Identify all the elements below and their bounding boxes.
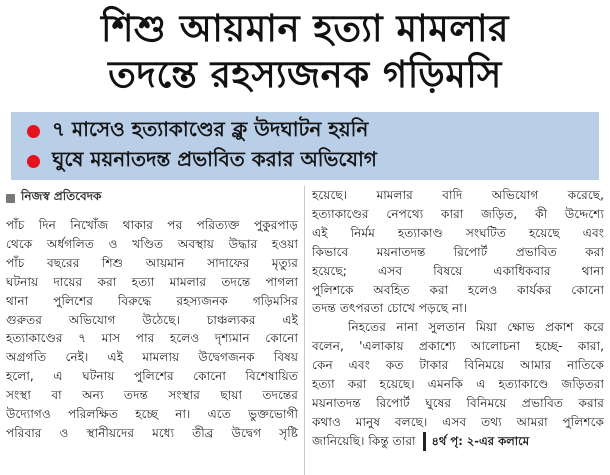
text-line: হয়েছে। মামলার বাদি অভিযোগ করেছে, — [312, 188, 604, 202]
headline-line-2: তদন্তে রহস্যজনক গড়িমসি — [108, 53, 502, 96]
highlight-item — [27, 146, 599, 176]
text-line: সংস্থা বা অন্য তদন্ত সংস্থার ছায়া তদন্তের — [6, 388, 298, 403]
text-line: বলেন, 'এলাকায় প্রকাশ্যে আলোচনা হচ্ছে- কারা, — [312, 339, 604, 354]
paragraph — [312, 318, 604, 450]
column-divider — [304, 186, 305, 475]
text-line: উদ্যোগও পরিলক্ষিত হচ্ছে না। এতে ভুক্তভোগী — [6, 407, 298, 422]
text-line: তদন্ত তৎপরতা চোখে পড়ছে না। — [312, 301, 468, 316]
text-line: পাঁচ বছরের শিশু আয়মান সাদাফের মৃত্যুর — [6, 255, 298, 270]
text-line: কথাও মানুষ বলছে। এসব তথ্য আমরা পুলিশকে — [312, 414, 604, 429]
byline-text: নিজস্ব প্রতিবেদক — [21, 189, 102, 203]
continuation-marker: ৪র্থ পৃ: ২-এর কলামে — [423, 432, 529, 451]
headline — [0, 0, 610, 108]
text-line: পুলিশকে অবহিত করা হলেও কার্যকর কোনো — [312, 282, 604, 297]
article-column-right — [312, 186, 604, 475]
text-line: হয়েছে; এসব বিষয়ে একাধিকবার থানা — [312, 263, 604, 278]
highlight-text: ঘুষে ময়নাতদন্ত প্রভাবিত করার অভিযোগ — [52, 146, 377, 171]
red-bullet-icon — [27, 155, 40, 168]
text-line: থানা পুলিশের বিরুদ্ধে রহস্যজনক গড়িমসির — [6, 293, 298, 308]
text-line: হত্যাকাণ্ডের ৭ মাস পার হলেও দৃশ্যমান কোনো — [6, 331, 298, 346]
text-line: নিহতের নানা সুলতান মিয়া ক্ষোভ প্রকাশ করে — [348, 320, 604, 335]
text-line: জানিয়েছি। কিন্তু তারা ৪র্থ পৃ: ২-এর কলামে — [312, 432, 604, 451]
text-line: পরিবার ও স্থানীয়দের মধ্যে তীব্র উদ্বেগ সৃষ্টি — [6, 425, 298, 440]
article-column-left — [6, 186, 298, 475]
headline-line-1: শিশু আয়মান হত্যা মামলার — [101, 7, 509, 50]
text-line: হত্যাকাণ্ডের নেপথ্যে কারা জড়িত, কী উদ্দেশ্যে — [312, 206, 604, 221]
text-line: কেন এবং কত টাকার বিনিময়ে আমার নাতিকে — [312, 358, 604, 373]
text-line: গুরুতর অভিযোগ উঠেছে। চাঞ্চল্যকর এই — [6, 312, 298, 327]
red-bullet-icon — [27, 125, 40, 138]
column-text — [6, 216, 298, 443]
highlight-item — [27, 116, 599, 146]
paragraph — [312, 186, 604, 318]
text-line: পাঁচ দিন নিখোঁজ থাকার পর পরিত্যক্ত পুকুরপাড় — [6, 218, 298, 232]
byline-square-icon — [6, 194, 15, 203]
byline — [6, 186, 298, 210]
text-line: কিভাবে ময়নাতদন্ত রিপোর্ট প্রভাবিত করা — [312, 244, 604, 259]
highlight-text: ৭ মাসেও হত্যাকাণ্ডের ক্লু উদঘাটন হয়নি — [52, 116, 369, 141]
article-body — [0, 186, 610, 475]
text-line: এই নির্মম হত্যাকাণ্ড সংঘটিত হয়েছে এবং — [312, 225, 604, 240]
text-line: অগ্রগতি নেই। এই মামলায় উদ্বেগজনক বিষয় — [6, 350, 298, 365]
text-line: ঘটনায় দায়ের করা হত্যা মামলার তদন্তে পাগলা — [6, 274, 298, 289]
highlights-box — [11, 112, 599, 180]
text-line: ময়নাতদন্ত রিপোর্ট ঘুষের বিনিময়ে প্রভাবিত করার — [312, 395, 604, 410]
text-line: থেকে অর্ধগলিত ও খণ্ডিত অবস্থায় উদ্ধার হওয়া — [6, 236, 298, 251]
text-line: হত্যা করা হয়েছে। এমনকি এ হত্যাকাণ্ডে জড়িতরা — [312, 377, 604, 392]
text-line: হলো, এ ঘটনায় পুলিশের কোনো বিশেষায়িত — [6, 369, 298, 384]
